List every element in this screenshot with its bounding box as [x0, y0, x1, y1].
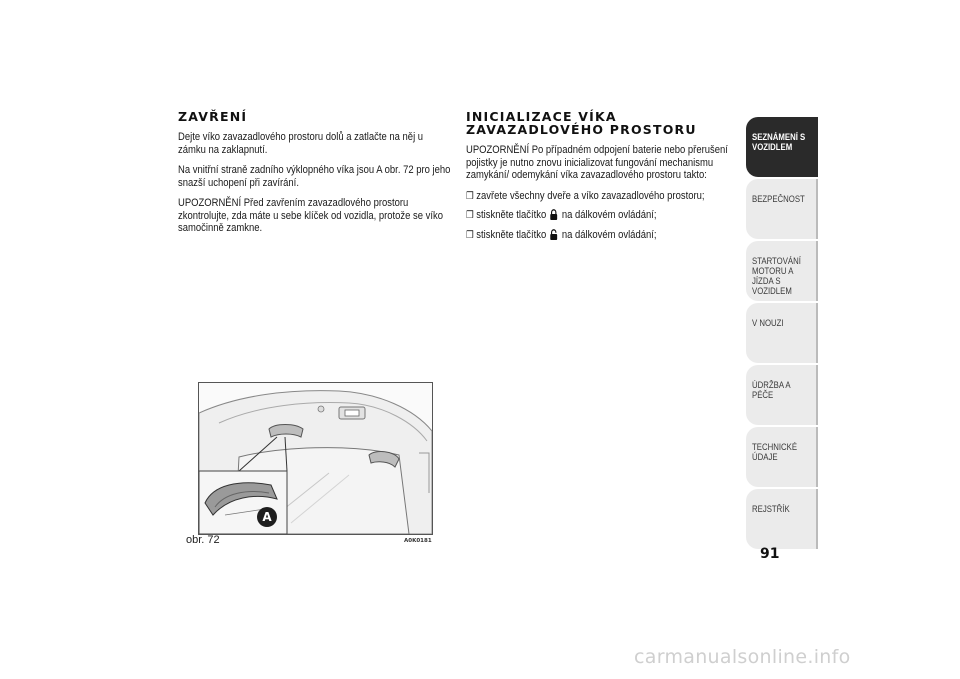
checkbox-bullet-icon: ❒ [466, 210, 474, 221]
tab-seznameni-s-vozidlem[interactable] [746, 117, 818, 177]
watermark: carmanualsonline.info [634, 646, 851, 668]
tab-label: TECHNICKÉ ÚDAJE [752, 442, 798, 463]
bullet-text: na dálkovém ovládání; [561, 209, 657, 221]
tab-label: BEZPEČNOST [752, 194, 805, 205]
checkbox-bullet-icon: ❒ [466, 229, 474, 241]
tab-label: SEZNÁMENÍ S VOZIDLEM [752, 132, 806, 153]
tab-label: V NOUZI [752, 318, 784, 329]
tailgate-drawing [199, 383, 432, 534]
bullet-text: stiskněte tlačítko [476, 209, 547, 221]
figure-caption: obr. 72 [186, 534, 220, 546]
right-column [466, 110, 738, 248]
closing-paragraph-2: Na vnitřní straně zadního výklopného víka jsou A obr. 72 pro jeho snazší uchopení při zavírání. [178, 164, 451, 189]
closing-warning: UPOZORNĚNÍ Před zavřením zavazadlového prostoru zkontrolujte, zda máte u sebe klíček od vozidla, protože se víko samočinně zamkne. [178, 197, 444, 234]
left-column [178, 110, 454, 243]
closing-heading: ZAVŘENÍ [178, 109, 248, 124]
bullet-item [466, 209, 737, 223]
initialization-intro: UPOZORNĚNÍ Po případném odpojení baterie nebo přerušení pojistky je nutno znovu inicializovat fungování mechanismu zamykání/ odemykání víka zavazadlového prostoru takto: [466, 144, 728, 181]
closing-paragraph-1: Dejte víko zavazadlového prostoru dolů a zatlačte na něj u zámku na zaklapnutí. [178, 131, 424, 156]
bullet-text: zavřete všechny dveře a víko zavazadlového prostoru; [476, 189, 705, 202]
page-number: 91 [760, 546, 780, 562]
callout-a-label: A [262, 510, 272, 524]
bullet-item [466, 190, 737, 204]
tab-label: REJSTŘÍK [752, 504, 790, 515]
tab-label: ÚDRŽBA A PÉČE [752, 380, 791, 401]
lock-open-icon [550, 229, 559, 240]
lock-closed-icon [550, 209, 559, 220]
section-tabs [746, 117, 818, 551]
tab-rejstrik[interactable] [746, 489, 818, 549]
checkbox-bullet-icon: ❒ [466, 190, 474, 202]
bullet-item [466, 229, 737, 243]
callout-a-badge [257, 507, 277, 527]
bullet-text: stiskněte tlačítko [476, 228, 547, 241]
tab-technicke-udaje[interactable] [746, 427, 818, 487]
tailgate-illustration [198, 382, 433, 535]
tab-v-nouzi[interactable] [746, 303, 818, 363]
initialization-heading: INICIALIZACE VÍKA ZAVAZADLOVÉHO PROSTORU [466, 109, 697, 137]
figure-code: A0K0181 [404, 538, 432, 544]
tab-startovani[interactable] [746, 241, 818, 301]
tab-bezpecnost[interactable] [746, 179, 818, 239]
tab-udrzba-a-pece[interactable] [746, 365, 818, 425]
tab-label: STARTOVÁNÍ MOTORU A JÍZDA S VOZIDLEM [752, 256, 801, 297]
bullet-text: na dálkovém ovládání; [561, 228, 657, 241]
